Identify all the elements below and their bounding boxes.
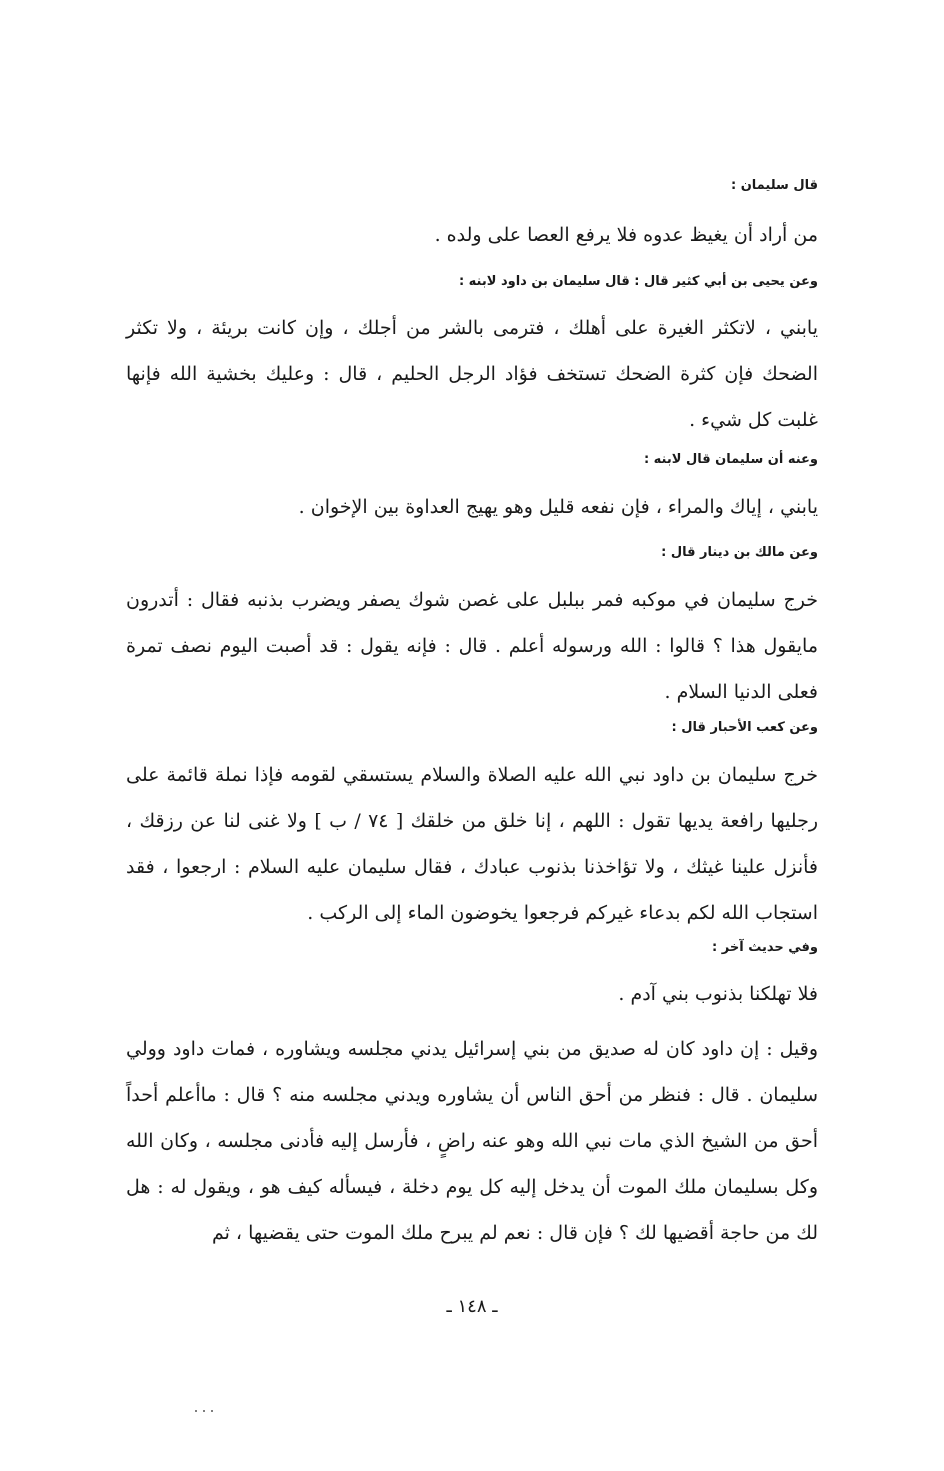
paragraph: يابني ، لاتكثر الغيرة على أهلك ، فترمى بالشر من أجلك ، وإن كانت بريئة ، ولا تكثر الضحك فإن كثرة الضحك تستخف فؤاد الرجل الحليم ، قال : وعليك بخشية الله فإنها غلبت كل شيء . (126, 317, 818, 431)
scan-speck (193, 1408, 217, 1414)
section-heading: وعن مالك بن دينار قال : (661, 545, 818, 560)
paragraph: يابني ، إياك والمراء ، فإن نفعه قليل وهو يهيج العداوة بين الإخوان . (298, 496, 818, 518)
paragraph: فلا تهلكنا بذنوب بني آدم . (618, 983, 818, 1005)
section-heading: وفي حديث آخر : (712, 940, 818, 955)
page-number: ـ ١٤٨ ـ (446, 1296, 498, 1317)
paragraph: من أراد أن يغيظ عدوه فلا يرفع العصا على ولده . (434, 224, 818, 246)
section-heading: وعن يحيى بن أبي كثير قال : قال سليمان بن داود لابنه : (458, 274, 818, 289)
paragraph: خرج سليمان بن داود نبي الله عليه الصلاة والسلام يستسقي لقومه فإذا نملة قائمة على رجليها رافعة يديها تقول : اللهم ، إنا خلق من خلقك [ ٧٤ / ب ] ولا غنى لنا عن رزقك ، فأنزل علينا غيثك ، ولا تؤاخذنا بذنوب عبادك ، فقال سليمان عليه السلام : ارجعوا ، فقد استجاب الله لكم بدعاء غيركم فرجعوا يخوضون الماء إلى الركب . (126, 764, 818, 924)
section-heading: وعنه أن سليمان قال لابنه : (643, 452, 818, 467)
paragraph: خرج سليمان في موكبه فمر ببلبل على غصن شوك يصفر ويضرب بذنبه فقال : أتدرون مايقول هذا ؟ قالوا : الله ورسوله أعلم . قال : فإنه يقول : قد أصبت اليوم نصف تمرة فعلى الدنيا السلام . (126, 589, 818, 703)
paragraph: وقيل : إن داود كان له صديق من بني إسرائيل يدني مجلسه ويشاوره ، فمات داود وولي سليمان . قال : فنظر من أحق الناس أن يشاوره ويدني مجلسه منه ؟ قال : ماأعلم أحداً أحق من الشيخ الذي مات نبي الله وهو عنه راضٍ ، فأرسل إليه فأدنى مجلسه ، وكان الله وكل بسليمان ملك الموت أن يدخل إليه كل يوم دخلة ، فيسأله كيف هو ، ويقول له : هل لك من حاجة أقضيها لك ؟ فإن قال : نعم لم يبرح ملك الموت حتى يقضيها ، ثم (126, 1038, 818, 1244)
section-heading: وعن كعب الأحبار قال : (671, 720, 818, 735)
section-heading: قال سليمان : (730, 178, 818, 193)
